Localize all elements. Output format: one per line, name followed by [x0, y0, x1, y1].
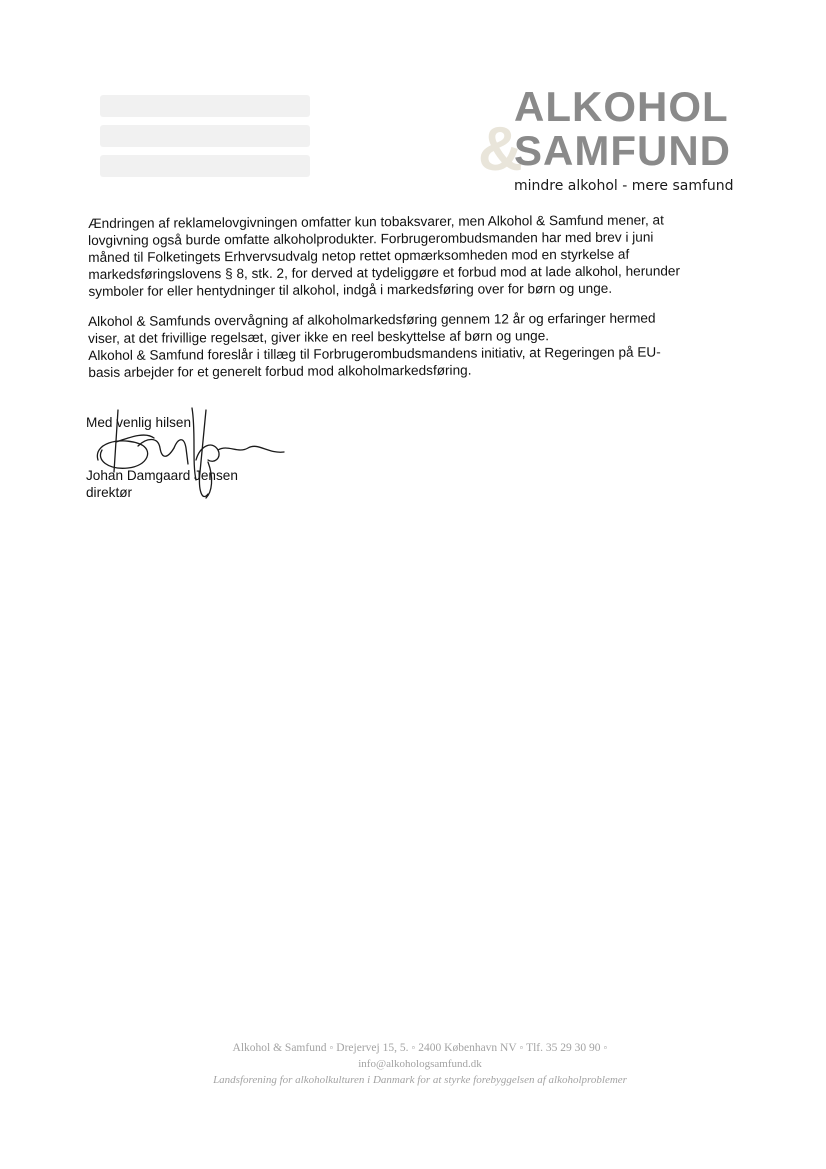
footer-address: Alkohol & Samfund ◦ Drejervej 15, 5. ◦ 2400 København NV ◦ Tlf. 35 29 30 90 ◦ [232, 1042, 608, 1054]
faint-letterhead-bleedthrough [100, 95, 310, 195]
paragraph-line: lovgivning også burde omfatte alkoholprodukter. Forbrugerombudsmanden har med brev i juni [88, 229, 654, 248]
alkohol-samfund-logo [478, 83, 734, 201]
signatory-name: Johan Damgaard Jensen [86, 468, 238, 483]
paragraph-line: Ændringen af reklamelovgivningen omfatter kun tobaksvarer, men Alkohol & Samfund mener, at [88, 212, 664, 231]
paragraph-line: basis arbejder for et generelt forbud mod alkoholmarkedsføring. [88, 362, 472, 380]
paragraph-overvaagning [88, 309, 738, 381]
logo-word-samfund: SAMFUND [514, 127, 731, 174]
handwritten-signature [88, 402, 288, 507]
paragraph-line: symboler for eller hentydninger til alkohol, indgå i markedsføring over for børn og unge. [88, 280, 613, 299]
paragraph-line: Alkohol & Samfunds overvågning af alkoholmarkedsføring gennem 12 år og erfaringer hermed [88, 310, 656, 329]
logo-word-alkohol: ALKOHOL [514, 83, 729, 130]
logo-tagline: mindre alkohol - mere samfund [514, 178, 734, 194]
footer-mission: Landsforening for alkoholkulturen i Danmark for at styrke forebyggelsen af alkoholproblemer [213, 1074, 627, 1086]
paragraph-line: viser, at det frivillige regelsæt, giver ikke en reel beskyttelse af børn og unge. [88, 328, 550, 346]
logo-ampersand: & [478, 115, 523, 184]
paragraph-line: markedsføringslovens § 8, stk. 2, for derved at tydeliggøre et forbud mod at lade alkohol, herunder [88, 263, 681, 282]
paragraph-line: måned til Folketingets Erhvervsudvalg netop rettet opmærksomheden mod en styrkelse af [88, 246, 630, 265]
paragraph-line: Alkohol & Samfund foreslår i tillæg til Forbrugerombudsmandens initiativ, at Regeringen på EU- [88, 344, 661, 363]
letter-footer [120, 1040, 720, 1088]
footer-email: info@alkohologsamfund.dk [358, 1058, 482, 1070]
signatory-title: direktør [86, 485, 133, 500]
paragraph-reklamelovgivning [88, 211, 739, 300]
closing-text: Med venlig hilsen [86, 415, 192, 430]
